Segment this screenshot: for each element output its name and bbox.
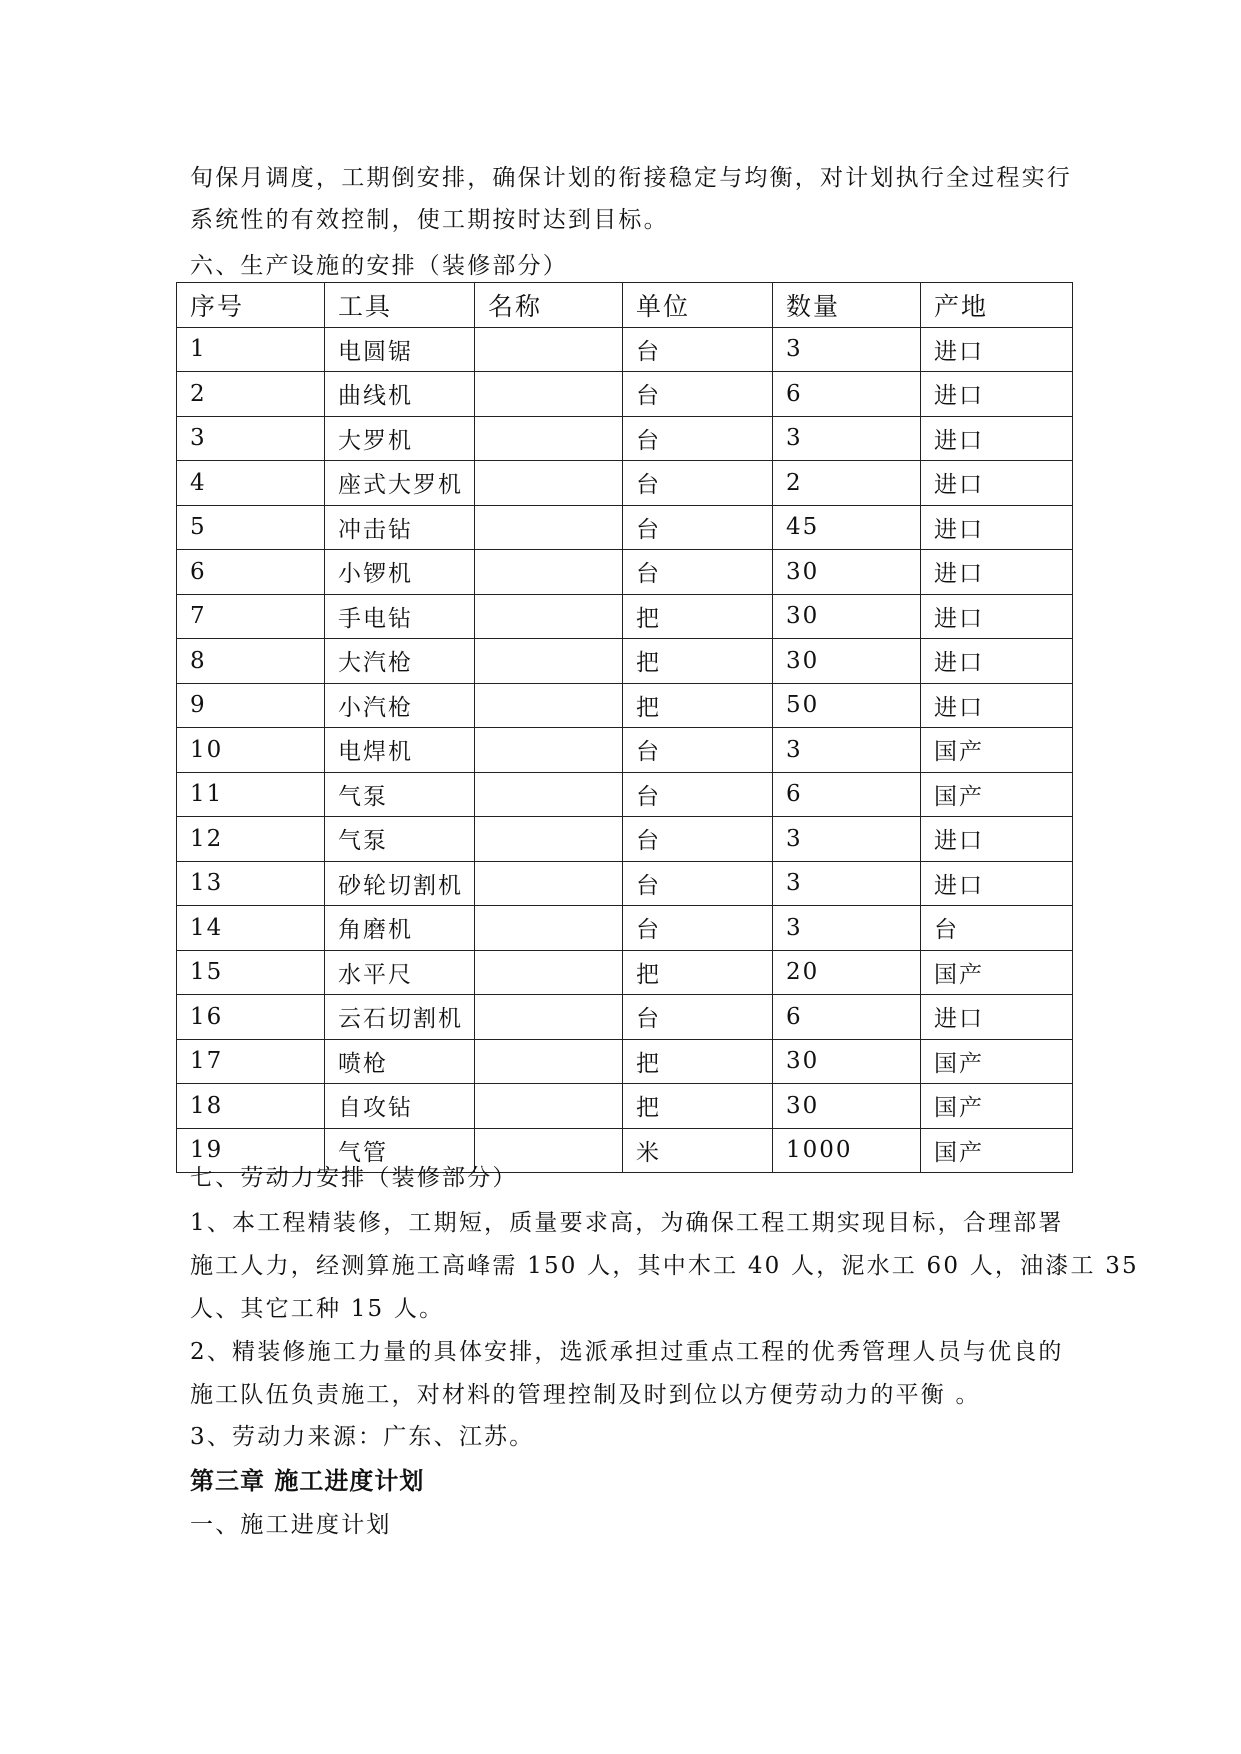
cell-unit: 台	[623, 416, 773, 461]
cell-index: 16	[177, 995, 325, 1040]
cell-origin: 进口	[921, 550, 1073, 595]
cell-index: 5	[177, 505, 325, 550]
cell-tool: 手电钻	[325, 594, 475, 639]
cell-name	[475, 416, 623, 461]
cell-tool: 水平尺	[325, 950, 475, 995]
cell-index: 11	[177, 772, 325, 817]
cell-unit: 把	[623, 639, 773, 684]
table-row	[177, 372, 1073, 417]
cell-quantity: 6	[773, 372, 921, 417]
cell-origin: 进口	[921, 372, 1073, 417]
intro-line-2: 系统性的有效控制，使工期按时达到目标。	[190, 207, 669, 233]
cell-index: 12	[177, 817, 325, 862]
cell-origin: 国产	[921, 1128, 1073, 1173]
table-row	[177, 550, 1073, 595]
cell-origin: 国产	[921, 772, 1073, 817]
cell-tool: 角磨机	[325, 906, 475, 951]
cell-name	[475, 861, 623, 906]
cell-origin: 进口	[921, 594, 1073, 639]
cell-origin: 进口	[921, 639, 1073, 684]
section-7-line-1: 1、本工程精装修，工期短，质量要求高，为确保工程工期实现目标，合理部署	[190, 1210, 1064, 1236]
cell-unit: 米	[623, 1128, 773, 1173]
cell-index: 10	[177, 728, 325, 773]
table-row	[177, 639, 1073, 684]
cell-name	[475, 995, 623, 1040]
cell-tool: 气管	[325, 1128, 475, 1173]
cell-origin: 进口	[921, 995, 1073, 1040]
cell-tool: 自攻钻	[325, 1084, 475, 1129]
cell-origin: 国产	[921, 950, 1073, 995]
cell-name	[475, 461, 623, 506]
table-row	[177, 950, 1073, 995]
section-7-line-5: 施工队伍负责施工，对材料的管理控制及时到位以方便劳动力的平衡 。	[190, 1382, 981, 1408]
cell-index: 6	[177, 550, 325, 595]
cell-index: 14	[177, 906, 325, 951]
cell-origin: 国产	[921, 1084, 1073, 1129]
cell-tool: 小锣机	[325, 550, 475, 595]
cell-name	[475, 1039, 623, 1084]
cell-index: 18	[177, 1084, 325, 1129]
cell-unit: 台	[623, 906, 773, 951]
section-7-line-6: 3、劳动力来源：广东、江苏。	[190, 1424, 535, 1450]
intro-line-1: 旬保月调度，工期倒安排，确保计划的衔接稳定与均衡，对计划执行全过程实行	[190, 165, 1072, 191]
cell-unit: 把	[623, 1039, 773, 1084]
table-body	[177, 327, 1073, 1173]
cell-quantity: 3	[773, 817, 921, 862]
cell-name	[475, 505, 623, 550]
cell-quantity: 3	[773, 416, 921, 461]
cell-index: 2	[177, 372, 325, 417]
cell-name	[475, 327, 623, 372]
cell-index: 19	[177, 1128, 325, 1173]
table-row	[177, 1084, 1073, 1129]
cell-tool: 曲线机	[325, 372, 475, 417]
cell-index: 3	[177, 416, 325, 461]
table-row	[177, 995, 1073, 1040]
cell-quantity: 3	[773, 728, 921, 773]
cell-quantity: 30	[773, 1084, 921, 1129]
cell-origin: 进口	[921, 683, 1073, 728]
cell-index: 15	[177, 950, 325, 995]
section-7-line-3: 人、其它工种 15 人。	[190, 1296, 445, 1322]
cell-quantity: 3	[773, 327, 921, 372]
cell-name	[475, 594, 623, 639]
cell-index: 1	[177, 327, 325, 372]
table-row	[177, 861, 1073, 906]
cell-origin: 台	[921, 906, 1073, 951]
cell-index: 4	[177, 461, 325, 506]
cell-name	[475, 817, 623, 862]
table-row	[177, 772, 1073, 817]
cell-origin: 进口	[921, 327, 1073, 372]
cell-unit: 台	[623, 327, 773, 372]
cell-origin: 进口	[921, 505, 1073, 550]
table-row	[177, 327, 1073, 372]
cell-quantity: 3	[773, 906, 921, 951]
cell-tool: 气泵	[325, 772, 475, 817]
table-row	[177, 461, 1073, 506]
section-6-title: 六、生产设施的安排（装修部分）	[190, 253, 568, 279]
cell-unit: 台	[623, 995, 773, 1040]
cell-origin: 国产	[921, 728, 1073, 773]
table-row	[177, 906, 1073, 951]
table-row	[177, 683, 1073, 728]
cell-origin: 进口	[921, 461, 1073, 506]
cell-name	[475, 772, 623, 817]
cell-origin: 进口	[921, 416, 1073, 461]
cell-quantity: 3	[773, 861, 921, 906]
cell-name	[475, 906, 623, 951]
cell-name	[475, 728, 623, 773]
cell-origin: 进口	[921, 817, 1073, 862]
table-row	[177, 594, 1073, 639]
cell-index: 13	[177, 861, 325, 906]
header-quantity: 数量	[773, 283, 921, 328]
cell-origin: 进口	[921, 861, 1073, 906]
cell-quantity: 30	[773, 594, 921, 639]
cell-quantity: 50	[773, 683, 921, 728]
cell-name	[475, 372, 623, 417]
cell-tool: 气泵	[325, 817, 475, 862]
header-origin: 产地	[921, 283, 1073, 328]
table-row	[177, 728, 1073, 773]
chapter-title: 第三章 施工进度计划	[190, 1467, 425, 1495]
cell-tool: 座式大罗机	[325, 461, 475, 506]
cell-unit: 台	[623, 861, 773, 906]
cell-quantity: 30	[773, 1039, 921, 1084]
cell-quantity: 45	[773, 505, 921, 550]
header-name: 名称	[475, 283, 623, 328]
cell-name	[475, 683, 623, 728]
cell-tool: 冲击钻	[325, 505, 475, 550]
cell-name	[475, 550, 623, 595]
cell-index: 9	[177, 683, 325, 728]
cell-index: 7	[177, 594, 325, 639]
cell-tool: 电圆锯	[325, 327, 475, 372]
cell-unit: 台	[623, 505, 773, 550]
table-header-row	[177, 283, 1073, 328]
cell-name	[475, 950, 623, 995]
cell-index: 17	[177, 1039, 325, 1084]
cell-unit: 台	[623, 461, 773, 506]
cell-unit: 把	[623, 594, 773, 639]
header-tool: 工具	[325, 283, 475, 328]
tools-table	[176, 282, 1073, 1173]
subsection-title: 一、施工进度计划	[190, 1512, 392, 1538]
cell-origin: 国产	[921, 1039, 1073, 1084]
section-7-title: 七、劳动力安排（装修部分）	[190, 1165, 518, 1191]
cell-unit: 把	[623, 1084, 773, 1129]
cell-name	[475, 639, 623, 684]
cell-unit: 把	[623, 950, 773, 995]
cell-tool: 小汽枪	[325, 683, 475, 728]
cell-quantity: 30	[773, 639, 921, 684]
table-row	[177, 817, 1073, 862]
section-7-line-4: 2、精装修施工力量的具体安排，选派承担过重点工程的优秀管理人员与优良的	[190, 1339, 1064, 1365]
cell-unit: 把	[623, 683, 773, 728]
cell-unit: 台	[623, 817, 773, 862]
cell-quantity: 30	[773, 550, 921, 595]
cell-unit: 台	[623, 772, 773, 817]
header-index: 序号	[177, 283, 325, 328]
cell-tool: 大罗机	[325, 416, 475, 461]
cell-unit: 台	[623, 728, 773, 773]
cell-quantity: 6	[773, 995, 921, 1040]
section-7-line-2: 施工人力，经测算施工高峰需 150 人，其中木工 40 人，泥水工 60 人，油漆工 35	[190, 1253, 1139, 1279]
cell-unit: 台	[623, 550, 773, 595]
cell-quantity: 1000	[773, 1128, 921, 1173]
cell-quantity: 2	[773, 461, 921, 506]
cell-tool: 砂轮切割机	[325, 861, 475, 906]
cell-tool: 云石切割机	[325, 995, 475, 1040]
table-row	[177, 416, 1073, 461]
cell-index: 8	[177, 639, 325, 684]
cell-quantity: 20	[773, 950, 921, 995]
cell-quantity: 6	[773, 772, 921, 817]
cell-tool: 电焊机	[325, 728, 475, 773]
cell-tool: 喷枪	[325, 1039, 475, 1084]
header-unit: 单位	[623, 283, 773, 328]
cell-name	[475, 1084, 623, 1129]
cell-tool: 大汽枪	[325, 639, 475, 684]
table-row	[177, 505, 1073, 550]
cell-unit: 台	[623, 372, 773, 417]
table-row	[177, 1039, 1073, 1084]
